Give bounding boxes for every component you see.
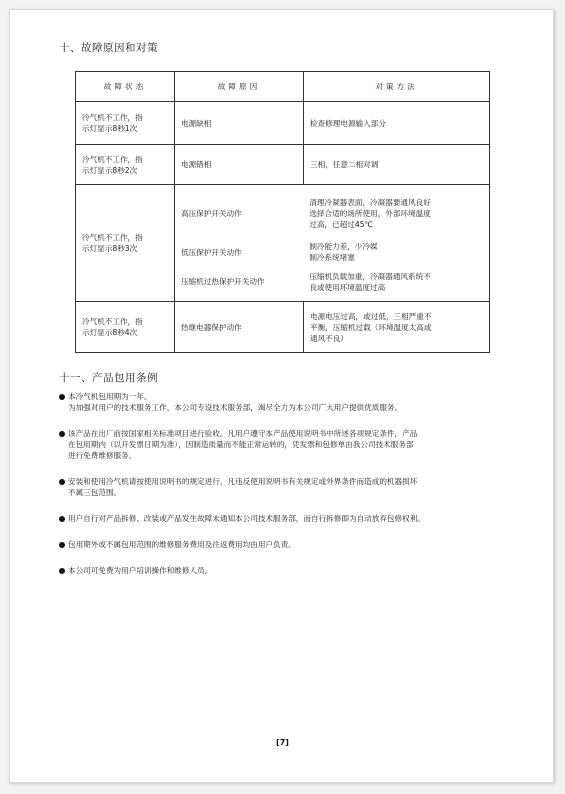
list-item: 用户自行对产品拆修、改装或产品发生故障未通知本公司技术服务部，而自行拆修即为自动放弃包修权利。: [59, 513, 529, 524]
section-title-warranty-terms: 十一、产品包用条例: [59, 372, 158, 384]
countermeasure-cell: 三相，任意二相对调: [304, 145, 490, 185]
bullet-dot-icon: [59, 431, 65, 437]
header-fault-cause: 故障原因: [175, 72, 304, 102]
countermeasure-cell: 检查修理电源输入部分: [304, 102, 490, 145]
warranty-clauses: [59, 391, 529, 591]
fault-cause-cell: 压缩机过热保护开关动作: [181, 277, 265, 286]
header-fault-status: 故障状态: [76, 72, 175, 102]
fault-table: [75, 71, 490, 353]
table-row: [76, 102, 490, 145]
fault-cause-cell: 电源缺相: [175, 102, 304, 145]
manual-page: [9, 9, 554, 783]
bullet-dot-icon: [59, 542, 65, 548]
table-header-row: [76, 72, 490, 102]
list-item: 该产品在出厂前按国家相关标准项目进行验收。凡用户遵守本产品使用说明书中所述各项规定条件，产品 在包用期内（以开发票日期为准），因制造质量而不能正常运转的，凭发票和包修单由我公司技术服务部 进行免费维修服务。: [59, 428, 529, 461]
fault-cause-cell: 热继电器保护动作: [175, 302, 304, 353]
list-item: 本冷气机包用期为一年。 为加强对用户的技术服务工作，本公司专设技术服务部，竭尽全力为本公司广大用户提供优质服务。: [59, 391, 529, 413]
countermeasure-cell: 电源电压过高，或过低，三相严重不 平衡，压缩机过载（环境温度太高或 通风不良）: [304, 302, 490, 353]
fault-status-cell: 冷气机不工作，指 示灯显示8秒4次: [76, 302, 175, 353]
bullet-dot-icon: [59, 394, 65, 400]
countermeasure-cell: 压缩机负载加重，冷凝器通风系统不 良或使用环境温度过高: [309, 271, 431, 292]
list-item: 本公司可免费为用户培训操作和维修人员。: [59, 565, 529, 576]
table-row: [76, 145, 490, 185]
fault-cause-cell: 电源错相: [175, 145, 304, 185]
fault-cause-cell: 高压保护开关动作: [181, 209, 242, 218]
table-row: [76, 185, 490, 302]
fault-status-cell: 冷气机不工作，指 示灯显示8秒2次: [76, 145, 175, 185]
bullet-dot-icon: [59, 516, 65, 522]
countermeasure-cell: 制冷能力差，少冷媒 制冷系统堵塞: [309, 242, 378, 262]
bullet-dot-icon: [59, 568, 65, 574]
multi-cause-cell: [175, 185, 490, 302]
sub-row: [175, 236, 489, 269]
table-row: [76, 302, 490, 353]
section-title-fault-causes: 十、故障原因和对策: [59, 42, 158, 54]
header-countermeasure: 对策方法: [304, 72, 490, 102]
fault-status-cell: 冷气机不工作，指 示灯显示8秒3次: [76, 185, 175, 302]
sub-row: [175, 269, 489, 295]
sub-row: [175, 192, 489, 236]
list-item: 安装和使用冷气机请按使用说明书的规定进行，凡违反使用说明书有关规定或外界条件而造成的机器损坏 不属三包范围。: [59, 476, 529, 498]
fault-cause-cell: 低压保护开关动作: [181, 247, 242, 257]
fault-status-cell: 冷气机不工作，指 示灯显示8秒1次: [76, 102, 175, 145]
list-item: 包用期外或不属包用范围的维修服务费用及往返费用均由用户负责。: [59, 539, 529, 550]
multi-cause-subtable: [175, 192, 489, 295]
bullet-dot-icon: [59, 479, 65, 485]
countermeasure-cell: 清理冷凝器表面，冷凝器要通风良好 选择合适的场所使用，外部环境温度 过高，已超过45℃: [309, 198, 431, 229]
page-number: [7]: [276, 738, 289, 747]
